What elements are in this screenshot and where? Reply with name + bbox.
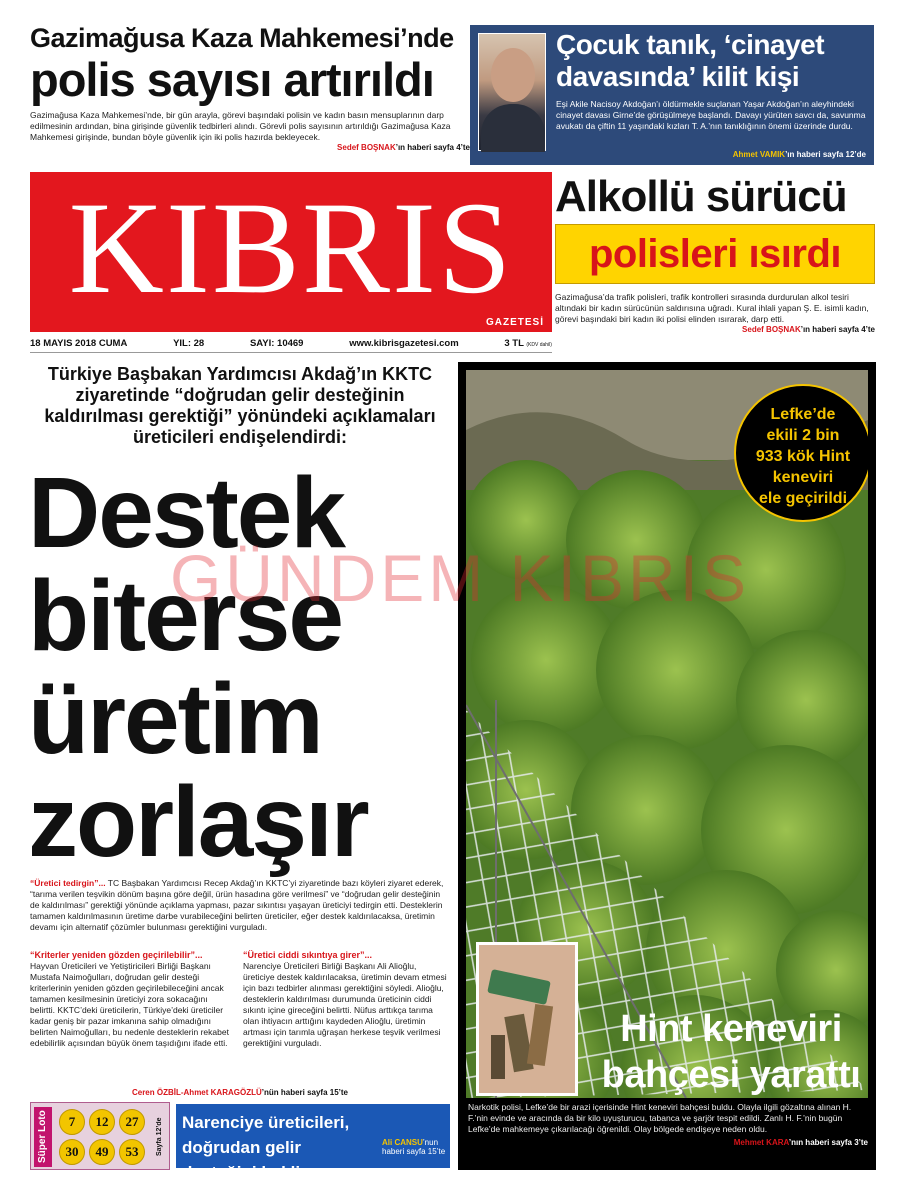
loto-ball: 53: [119, 1139, 145, 1165]
watermark: GÜNDEM KIBRIS: [169, 541, 751, 615]
headline-line: Destek: [28, 457, 344, 569]
hint-keneviri-panel: [458, 362, 876, 1170]
headline-line: zorlaşır: [28, 766, 368, 878]
main-byline: Ceren ÖZBİL-Ahmet KARAGÖZLÜ’nün haberi sayfa 15’te: [131, 1088, 349, 1097]
loto-numbers: [59, 1109, 149, 1165]
hint-keneviri-callout: Lefke’de ekili 2 bin 933 kök Hint keneviri ele geçirildi: [734, 384, 868, 522]
cannabis-field-photo: [466, 370, 868, 1098]
main-kicker: Türkiye Başbakan Yardımcısı Akdağ’ın KKTC ziyaretinde “doğrudan gelir desteğinin kaldırılması gerektiği” yönündeki açıklamaları üreticileri endişelendirdi:: [44, 364, 436, 447]
cocuk-tanik-body: Eşi Akile Nacisoy Akdoğan’ı öldürmekle suçlanan Yaşar Akdoğan’ın aleyhindeki cinayet davası Girne’de görüşülmeye başlandı. Davayı yürüten savcı da, savunma avukatı da çiftin 11 yaşındaki kızları T. A.’nın tanıklığının önemi üzerinde durdu.: [556, 99, 866, 131]
issue-year: YIL: 28: [173, 338, 205, 349]
headline-line: biterse: [28, 560, 342, 672]
top-left-headline-2: polis sayısı artırıldı: [30, 53, 434, 106]
issue-date: 18 MAYIS 2018 CUMA: [30, 338, 128, 349]
top-left-headline-1: Gazimağusa Kaza Mahkemesi’nde: [30, 23, 454, 53]
hint-keneviri-byline: Mehmet KARA’nın haberi sayfa 3’te: [733, 1138, 868, 1147]
column-2-body: Narenciye Üreticileri Birliği Başkanı Ali Alioğlu, üreticiye destek kaldırılacaksa, üretimin devam etmesi için bazı tedbirler alınması gerektiğini söyledi. Alioğlu, desteklerin kaldırılması durumunda üreticinin ciddi sıkıntı içine gireceğini belirtti. Nüfus arttıkça tarıma olan ihtiyacın arttığını kaydeden Alioğlu, üretimin artması için tarımla uğraşan herkese teşvik verilmesi gerektiğini vurguladı.: [243, 961, 447, 1048]
alkollu-body: Gazimağusa’da trafik polisleri, trafik kontrolleri sırasında durdurulan alkol tesiri altındaki bir kadın sürücünün saldırısına uğradı. Kural ihlali yapan Ş. E. isimli kadın, görevi başındaki biri kadın iki polisi elinden ısırarak, darp etti.: [555, 292, 869, 324]
top-left-story: [30, 22, 470, 152]
dateline: [30, 335, 552, 353]
top-left-body: Gazimağusa Kaza Mahkemesi’nde, bir gün arayla, görevi başındaki polisin ve kadın basın mensuplarının darp edilmesinin ardından, bina girişinde güvenlik tedbirleri alındı. Görevli polis sayısının artırıldığı Gazimağusa Kaza Mahkemesi girişinde, bundan böyle güvenlik için iki polis hazırda bekleyecek.: [30, 110, 451, 142]
top-left-byline: Sedef BOŞNAK’ın haberi sayfa 4’te: [337, 143, 470, 152]
column-2-subhead: “Üretici ciddi sıkıntıya girer”...: [243, 950, 373, 960]
cocuk-tanik-box: [470, 25, 874, 165]
headline-line: üretim: [28, 663, 322, 775]
website-link[interactable]: www.kibrisgazetesi.com: [349, 338, 459, 349]
cocuk-tanik-byline: Ahmet VAMIK’ın haberi sayfa 12’de: [732, 150, 866, 159]
narenciye-box: [176, 1104, 450, 1182]
alkollu-subtitle: polisleri ısırdı: [555, 224, 875, 284]
loto-ball: 30: [59, 1139, 85, 1165]
main-headline: [28, 457, 453, 878]
issue-number: SAYI: 10469: [249, 338, 304, 349]
loto-ball: 7: [59, 1109, 85, 1135]
portrait-photo: [478, 33, 546, 151]
loto-ball: 49: [89, 1139, 115, 1165]
super-loto-box: [30, 1102, 170, 1170]
masthead-sub: GAZETESİ: [485, 317, 544, 328]
main-column-1: [30, 950, 235, 1049]
seized-items-photo: [476, 942, 578, 1096]
loto-page-ref: Sayfa 12’de: [156, 1117, 163, 1157]
masthead: [30, 172, 552, 332]
narenciye-byline: Ali CANSU’nun haberi sayfa 15’te: [382, 1138, 446, 1156]
main-lead: “Üretici tedirgin”... TC Başbakan Yardımcısı Recep Akdağ’ın KKTC’yi ziyaretinde bazı köyleri ziyaret ederek, “tarıma verilen teşvikin dönüm başına göre değil, ürün hasadına göre verilmesi” ve “doğrudan gelir desteğinin de kaldırılması” gerektiği yönünde açıklama yapması, pazar sıkıntısı yaşayan üreticiyi tedirgin etti. Desteklerin tamamen kaldırılmasının üretime darbe vurabileceğini belirten üreticiler, eğer destek kaldırılacaksa, üretimin devamı için alternatif çözümler bulunması gerektiğini vurguladı.: [30, 878, 444, 932]
alkollu-title: Alkollü sürücü: [555, 172, 847, 221]
main-column-2: [243, 950, 450, 1049]
alkollu-byline: Sedef BOŞNAK’ın haberi sayfa 4’te: [742, 325, 875, 334]
cocuk-tanik-title: Çocuk tanık, ‘cinayet davasında’ kilit kişi: [556, 29, 825, 92]
alkollu-surucu-story: [555, 172, 875, 334]
masthead-logo: KIBRIS: [68, 174, 514, 321]
narenciye-title: Narenciye üreticileri, doğrudan gelir desteğini bekliyor: [182, 1113, 350, 1182]
price: 3 TL (KDV dahil): [504, 338, 552, 349]
column-1-subhead: “Kriterler yeniden gözden geçirilebilir”...: [30, 950, 203, 960]
loto-ball: 12: [89, 1109, 115, 1135]
loto-ball: 27: [119, 1109, 145, 1135]
super-loto-label: Süper Loto: [34, 1107, 52, 1167]
hint-keneviri-body: Narkotik polisi, Lefke’de bir arazi içerisinde Hint keneviri bahçesi buldu. Olayla ilgili gözaltına alınan H. F.’nin evinde ve aracında da bir kilo uyuşturucu, tabanca ve şarjör tespit edildi. Zanlı H. F.’nin bugün Lefke’de mahkemeye çıkarılacağı öğrenildi. Olay bölgede endişeye neden oldu. Mehmet KARA’nın haberi sayfa 3’te: [468, 1102, 868, 1147]
hint-keneviri-headline: Hint keneviri bahçesi yarattı: [601, 1008, 861, 1096]
column-1-body: Hayvan Üreticileri ve Yetiştiricileri Birliği Başkanı Mustafa Naimoğulları, doğrudan gelir desteği kriterlerinin yeniden gözden geçirilebileceğini ancak tamamen kesilmesinin üreticiyi zora sokacağını belirtti. KKTC’deki üreticilerin, Türkiye’deki üreticiler kadar geniş bir pazar imkanına sahip olmadığını belirten Naimoğulları, bu nedenle desteklerin rekabet edebilirlik açısından büyük önem taşıdığını ifade etti.: [30, 961, 229, 1048]
